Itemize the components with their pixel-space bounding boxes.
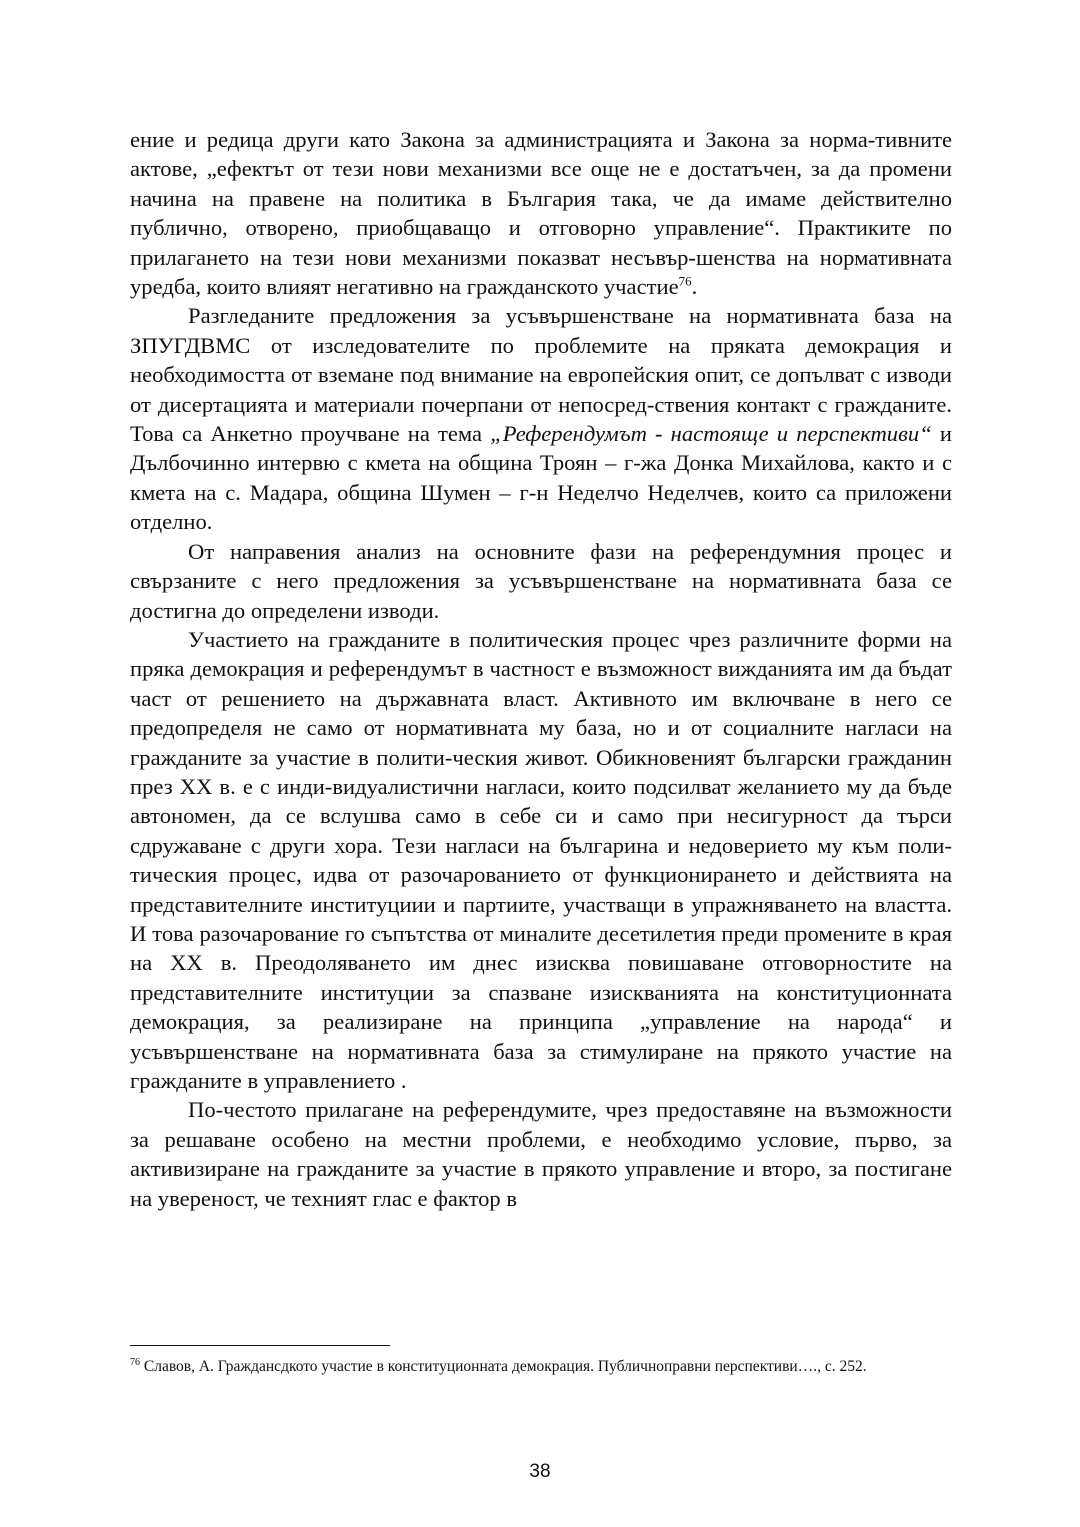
footnote [130, 1356, 952, 1378]
footnote-text: Славов, А. Граждансдкото участие в конституционната демокрация. Публичноправни перспективи…., с. 252. [140, 1358, 867, 1375]
paragraph-referendums: По-честото прилагане на референдумите, чрез предоставяне на възможности за решаване особено на местни проблеми, е необходимо условие, първо, за активизиране на гражданите за участие в прякото управление и второ, за постигане на увереност, че техният глас е фактор в [130, 1097, 952, 1211]
paragraph-text: ение и редица други като Закона за администрацията и Закона за норма-тивните актове, „ефектът от тези нови механизми все още не е достатъчен, за да промени начина на правене на политика в България така, че да имаме действително публично, отворено, приобщаващо и отговорно управление“. Практиките по прилагането на тези нови механизми показват несъвър-шенства на нормативната уредба, които влияят негативно на гражданското участие [130, 127, 952, 300]
paragraph-participation: Участието на гражданите в политическия процес чрез различните форми на пряка демокрация и референдумът в частност е възможност вижданията им да бъдат част от решението на държавната власт. Активното им включване в него се предопределя не само от нормативната му база, но и от социалните нагласи на гражданите за участие в полити-ческия живот. Обикновеният български гражданин през ХХ в. е с инди-видуалистични нагласи, които подсилват желанието му да бъде автономен, да се вслушва само в себе си и само при несигурност да търси сдружаване с други хора. Тези нагласи на българина и недоверието му към поли-тическия процес, идва от разочарованието от функционирането и действията на представителните институциии и партиите, участващи в упражняването на властта. И това разочарование го съпътства от миналите десетилетия преди промените в края на ХХ в. Преодоляването им днес изисква повишаване отговорностите на представителните институции за спазване изискванията на конституционната демокрация, за реализиране на принципа „управление на народа“ и усъвършенстване на нормативната база за стимулиране на прякото участие на гражданите в управлението . [130, 626, 952, 1093]
body-text [130, 125, 952, 1213]
paragraph-text: и Дълбочинно интервю с кмета на община Троян – г-жа Донка Михайлова, както и с кмета на с. Мадара, община Шумен – г-н Неделчо Неделчев, които са приложени отделно. [130, 421, 952, 535]
footnote-number: 76 [130, 1356, 140, 1368]
survey-title: „Референдумът - настояще и перспективи“ [490, 421, 932, 447]
paragraph-text: Разгледаните предложения за усъвършенстване на нормативната база на ЗПУГДВМС от изследователите по проблемите на пряката демокрация и необходимостта от вземане под внимание на европейския опит, се допълват с изводи от дисертацията и материали почерпани от непосред-ствения контакт с гражданите. Това са Анкетно проучване на тема [130, 303, 952, 447]
paragraph-proposals [130, 301, 952, 536]
paragraph-analysis: От направения анализ на основните фази на референдумния процес и свързаните с него предложения за усъвършенстване на нормативната база се достигна до определени изводи. [130, 538, 952, 623]
footnote-reference[interactable]: 76 [678, 273, 692, 289]
paragraph-continuation [130, 125, 952, 301]
page-number: 38 [529, 1461, 551, 1482]
footnote-divider [130, 1345, 390, 1346]
paragraph-end-punctuation: . [691, 274, 698, 300]
